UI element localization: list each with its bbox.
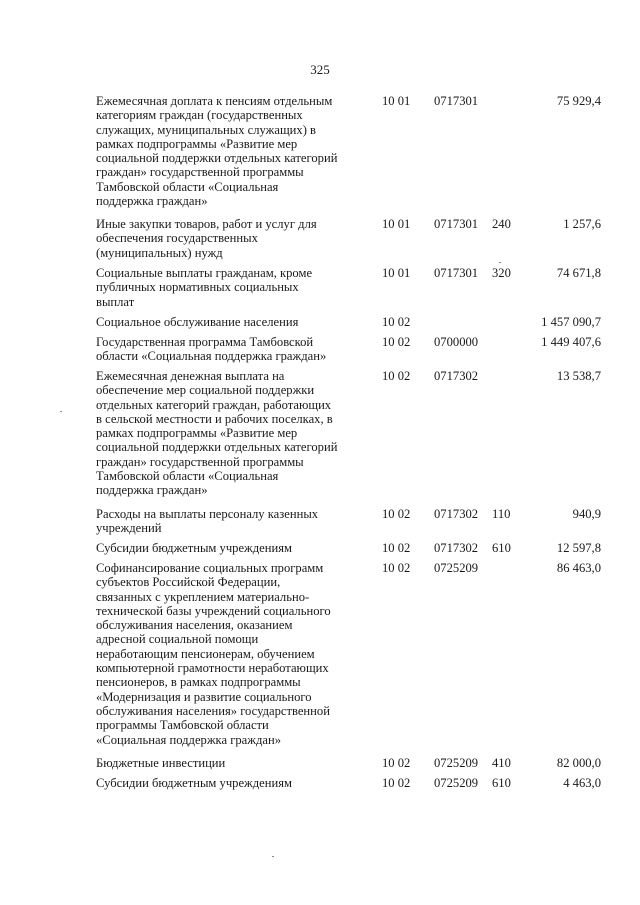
row-amount: 4 463,0 bbox=[563, 776, 601, 790]
row-name: Ежемесячная доплата к пенсиям отдельным категориям граждан (государственных служащих, муниципальных служащих) в рамках подпрограммы «Развитие мер социальной поддержки отдельных категорий граждан» государственной программы Тамбовской области «Социальная поддержка граждан» bbox=[96, 94, 338, 209]
row-amount: 13 538,7 bbox=[556, 369, 601, 383]
scan-speck bbox=[499, 262, 501, 263]
row-section: 10 02 bbox=[382, 507, 411, 521]
row-type: 410 bbox=[492, 756, 511, 770]
row-name: Субсидии бюджетным учреждениям bbox=[96, 541, 292, 555]
row-section: 10 02 bbox=[382, 335, 411, 349]
row-amount: 12 597,8 bbox=[556, 541, 601, 555]
row-amount: 74 671,8 bbox=[556, 266, 601, 280]
row-code: 0717302 bbox=[434, 369, 479, 383]
row-amount: 1 257,6 bbox=[563, 217, 601, 231]
row-code: 0717301 bbox=[434, 266, 479, 280]
row-section: 10 01 bbox=[382, 266, 411, 280]
row-type: 320 bbox=[492, 266, 511, 280]
row-amount: 1 449 407,6 bbox=[541, 335, 601, 349]
row-name: Расходы на выплаты персоналу казенных учреждений bbox=[96, 507, 319, 536]
row-amount: 940,9 bbox=[572, 507, 601, 521]
row-name: Софинансирование социальных программ субъектов Российской Федерации, связанных с укреплением материально- технической базы учреждений социального обслуживания населения, оказанием адресной социальной помощи неработающим пенсионерам, обучением компьютерной грамотности неработающих пенсионеров, в рамках подпрограммы «Модернизация и развитие социального обслуживания населения» государственной программы Тамбовской области «Социальная поддержка граждан» bbox=[96, 561, 331, 747]
row-amount: 86 463,0 bbox=[556, 561, 601, 575]
row-amount: 82 000,0 bbox=[556, 756, 601, 770]
row-code: 0725209 bbox=[434, 756, 479, 770]
scan-speck bbox=[60, 411, 62, 412]
row-code: 0717302 bbox=[434, 507, 479, 521]
row-code: 0725209 bbox=[434, 561, 479, 575]
row-type: 110 bbox=[492, 507, 511, 521]
row-code: 0717302 bbox=[434, 541, 479, 555]
row-amount: 75 929,4 bbox=[556, 94, 601, 108]
row-name: Бюджетные инвестиции bbox=[96, 756, 226, 770]
row-type: 610 bbox=[492, 776, 511, 790]
row-section: 10 01 bbox=[382, 94, 411, 108]
scan-speck bbox=[272, 856, 274, 857]
row-name: Государственная программа Тамбовской области «Социальная поддержка граждан» bbox=[96, 335, 327, 364]
row-section: 10 02 bbox=[382, 756, 411, 770]
row-type: 610 bbox=[492, 541, 511, 555]
row-code: 0700000 bbox=[434, 335, 479, 349]
row-amount: 1 457 090,7 bbox=[541, 315, 601, 329]
row-type: 240 bbox=[492, 217, 511, 231]
row-name: Субсидии бюджетным учреждениям bbox=[96, 776, 292, 790]
row-section: 10 02 bbox=[382, 541, 411, 555]
row-name: Социальное обслуживание населения bbox=[96, 315, 299, 329]
row-section: 10 02 bbox=[382, 561, 411, 575]
row-section: 10 01 bbox=[382, 217, 411, 231]
row-code: 0725209 bbox=[434, 776, 479, 790]
row-name: Иные закупки товаров, работ и услуг для обеспечения государственных (муниципальных) нужд bbox=[96, 217, 317, 260]
row-section: 10 02 bbox=[382, 315, 411, 329]
row-name: Ежемесячная денежная выплата на обеспечение мер социальной поддержки отдельных категорий граждан, работающих в сельской местности и рабочих поселках, в рамках подпрограммы «Развитие мер социальной поддержки отдельных категорий граждан» государственной программы Тамбовской области «Социальная поддержка граждан» bbox=[96, 369, 338, 498]
row-name: Социальные выплаты гражданам, кроме публичных нормативных социальных выплат bbox=[96, 266, 313, 309]
row-code: 0717301 bbox=[434, 94, 479, 108]
row-code: 0717301 bbox=[434, 217, 479, 231]
row-section: 10 02 bbox=[382, 776, 411, 790]
row-section: 10 02 bbox=[382, 369, 411, 383]
page-number: 325 bbox=[310, 62, 330, 77]
